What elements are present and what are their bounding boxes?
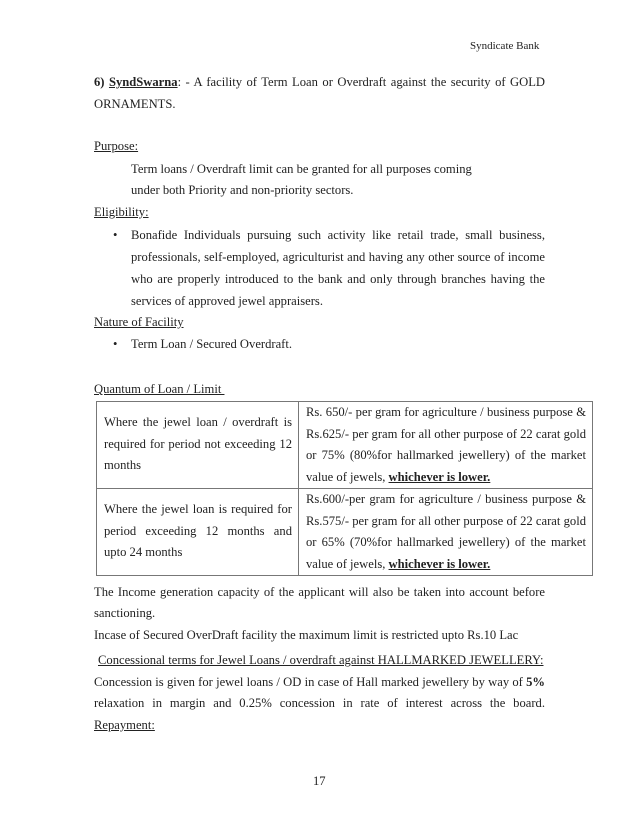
limit-emphasis: whichever is lower. [388, 556, 491, 571]
quantum-table [96, 401, 593, 576]
product-name: SyndSwarna [108, 75, 178, 89]
od-limit-note: Incase of Secured OverDraft facility the maximum limit is restricted upto Rs.10 Lac [94, 628, 519, 642]
facility-heading: Nature of Facility [94, 315, 184, 329]
limit-cell [299, 489, 593, 576]
income-note-line2: sanctioning. [94, 606, 156, 620]
section-title [94, 74, 545, 90]
concession-text-line2: relaxation in margin and 0.25% concession in rate of interest across the board. [94, 696, 545, 710]
limit-emphasis: whichever is lower. [388, 469, 491, 484]
purpose-text: Term loans / Overdraft limit can be granted for all purposes coming [131, 162, 472, 176]
eligibility-heading: Eligibility: [94, 205, 149, 219]
concession-text-part: Concession is given for jewel loans / OD in case of Hall marked jewellery by way of [94, 675, 527, 689]
condition-cell: Where the jewel loan / overdraft is required for period not exceeding 12 months [97, 402, 299, 489]
concession-text [94, 674, 545, 690]
purpose-text: under both Priority and non-priority sectors. [131, 183, 354, 197]
facility-item: Term Loan / Secured Overdraft. [131, 337, 293, 351]
limit-text: Rs.600/-per gram for agriculture / business purpose & Rs.575/- per gram for all other purpose of 22 carat gold or 65% (70%for hallmarked jewellery) of the market value of jewels, [306, 492, 586, 571]
purpose-heading: Purpose: [94, 139, 139, 153]
limit-text: Rs. 650/- per gram for agriculture / business purpose & Rs.625/- per gram for all other purpose of 22 carat gold or 75% (80%for hallmarked jewellery) of the market value of jewels, [306, 405, 586, 484]
eligibility-text: who are properly introduced to the bank and only through branches having the [131, 272, 545, 286]
section-number: 6) [94, 75, 105, 89]
concession-heading: Concessional terms for Jewel Loans / overdraft against HALLMARKED JEWELLERY: [98, 653, 544, 667]
section-intro: : - A facility of Term Loan or Overdraft against the security of GOLD [177, 75, 545, 89]
concession-percent: 5% [526, 675, 545, 689]
bullet-icon: • [113, 337, 118, 351]
eligibility-text: Bonafide Individuals pursuing such activity like retail trade, small business, [131, 228, 545, 242]
income-note: The Income generation capacity of the applicant will also be taken into account before [94, 585, 545, 599]
eligibility-text: professionals, self-employed, agriculturist and having any other source of income [131, 250, 545, 264]
quantum-heading: Quantum of Loan / Limit [94, 382, 225, 396]
table-row [97, 402, 593, 489]
running-header: Syndicate Bank [470, 40, 540, 52]
limit-cell [299, 402, 593, 489]
bullet-icon: • [113, 228, 118, 242]
page-number: 17 [313, 774, 326, 788]
section-intro-line2: ORNAMENTS. [94, 97, 176, 111]
repayment-heading: Repayment: [94, 718, 155, 732]
table-row [97, 489, 593, 576]
condition-cell: Where the jewel loan is required for period exceeding 12 months and upto 24 months [97, 489, 299, 576]
eligibility-text: services of approved jewel appraisers. [131, 294, 323, 308]
